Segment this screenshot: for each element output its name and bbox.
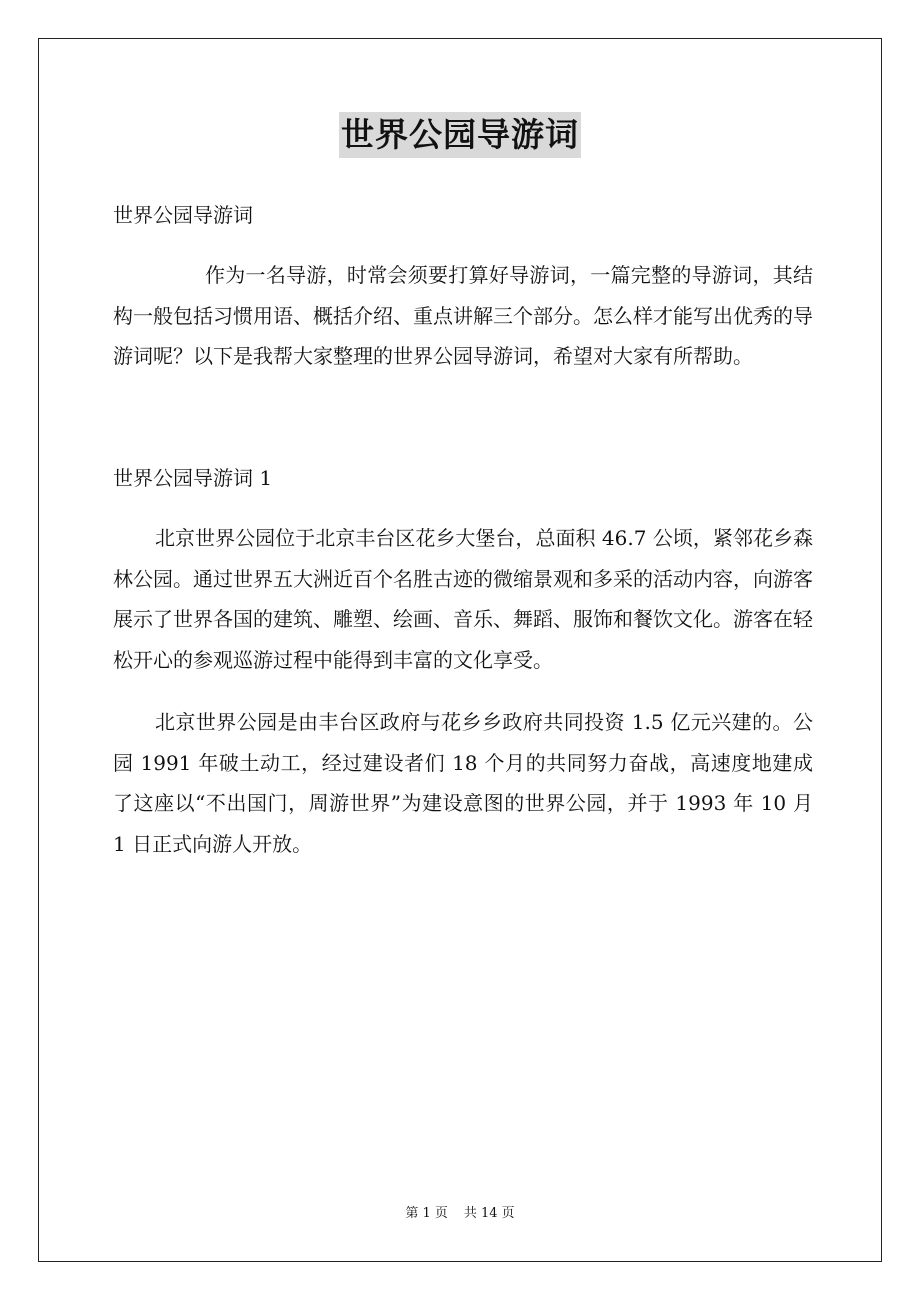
page-number: 第 1 页 [405,1206,448,1221]
section-title: 世界公园导游词 1 [113,465,273,490]
document-body [113,195,813,864]
document-subtitle: 世界公园导游词 [113,203,253,227]
page-footer [0,1205,920,1223]
page-total: 共 14 页 [463,1206,515,1221]
body-paragraph: 北京世界公园位于北京丰台区花乡大堡台，总面积 46.7 公顷，紧邻花乡森林公园。通过世界五大洲近百个名胜古迹的微缩景观和多采的活动内容，向游客展示了世界各国的建筑、雕塑、绘画、音乐、舞蹈、服饰和餐饮文化。游客在轻松开心的参观巡游过程中能得到丰富的文化享受。 [113,526,813,672]
intro-paragraph: 作为一名导游，时常会须要打算好导游词，一篇完整的导游词，其结构一般包括习惯用语、概括介绍、重点讲解三个部分。怎么样才能写出优秀的导游词呢？以下是我帮大家整理的世界公园导游词，希望对大家有所帮助。 [113,263,813,368]
document-title: 世界公园导游词 [339,112,581,158]
body-paragraph: 北京世界公园是由丰台区政府与花乡乡政府共同投资 1.5 亿元兴建的。公园 1991 年破土动工，经过建设者们 18 个月的共同努力奋战，高速度地建成了这座以“不出国门，周游世界”为建设意图的世界公园，并于 1993 年 10 月 1 日正式向游人开放。 [113,710,813,856]
title-wrapper [0,112,920,158]
